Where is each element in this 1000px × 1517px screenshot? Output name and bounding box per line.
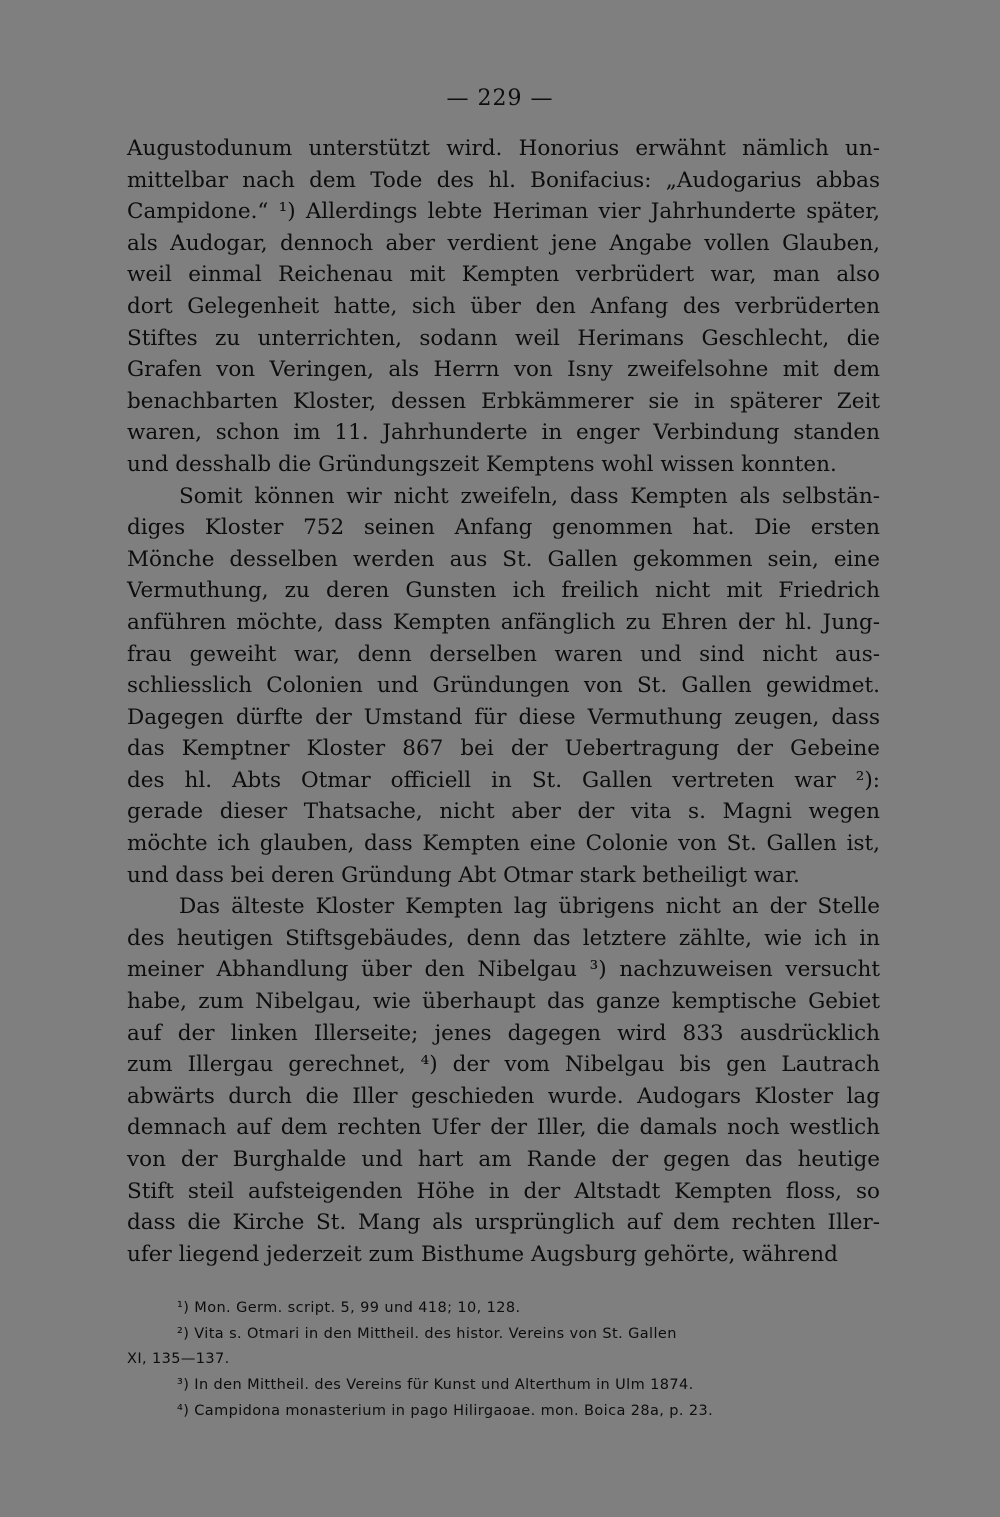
text-line: ufer liegend jederzeit zum Bisthume Augsburg gehörte, während <box>127 1241 838 1267</box>
text-line: Stift steil aufsteigenden Höhe in der Altstadt Kempten floss, so <box>127 1178 880 1204</box>
footnote <box>127 1373 880 1399</box>
text-line: Vermuthung, zu deren Gunsten ich freilich nicht mit Friedrich <box>127 578 880 604</box>
text-line: Augustodunum unterstützt wird. Honorius erwähnt nämlich un- <box>127 136 880 161</box>
text-line: des heutigen Stiftsgebäudes, denn das letztere zählte, wie ich in <box>127 925 880 951</box>
footnote <box>127 1399 880 1425</box>
text-line: Mönche desselben werden aus St. Gallen gekommen sein, eine <box>127 546 880 572</box>
text-line: Dagegen dürfte der Umstand für diese Vermuthung zeugen, dass <box>127 704 880 730</box>
text-line: zum Illergau gerechnet, ⁴) der vom Nibelgau bis gen Lautrach <box>127 1052 880 1078</box>
text-line: gerade dieser Thatsache, nicht aber der vita s. Magni wegen <box>127 799 880 825</box>
text-line: schliesslich Colonien und Gründungen von St. Gallen gewidmet. <box>127 673 880 699</box>
paragraph <box>127 481 880 892</box>
text-line: Campidone.“ ¹) Allerdings lebte Heriman vier Jahrhunderte später, <box>127 199 880 225</box>
text-line: waren, schon im 11. Jahrhunderte in enger Verbindung standen <box>127 420 880 446</box>
body-text <box>127 133 880 1270</box>
text-line: und dass bei deren Gründung Abt Otmar stark betheiligt war. <box>127 862 800 888</box>
text-line: frau geweiht war, denn derselben waren und sind nicht aus- <box>127 641 880 667</box>
text-line: dass die Kirche St. Mang als ursprünglich auf dem rechten Iller- <box>127 1210 880 1236</box>
text-line: von der Burghalde und hart am Rande der gegen das heutige <box>127 1147 880 1172</box>
text-line: Grafen von Veringen, als Herrn von Isny zweifelsohne mit dem <box>127 357 880 383</box>
text-line: demnach auf dem rechten Ufer der Iller, die damals noch westlich <box>127 1115 880 1141</box>
footnote <box>127 1322 880 1373</box>
text-line: mittelbar nach dem Tode des hl. Bonifacius: „Audogarius abbas <box>127 167 880 193</box>
footnotes <box>127 1296 880 1424</box>
footnote-line: XI, 135—137. <box>127 1351 230 1368</box>
footnote-line: ³) In den Mittheil. des Vereins für Kunst und Alterthum in Ulm 1874. <box>177 1377 694 1394</box>
text-line: des hl. Abts Otmar officiell in St. Gallen vertreten war ²): <box>127 767 880 793</box>
text-line: als Audogar, dennoch aber verdient jene Angabe vollen Glauben, <box>127 230 880 256</box>
text-line: dort Gelegenheit hatte, sich über den Anfang des verbrüderten <box>127 293 880 319</box>
paragraph <box>127 133 880 481</box>
paragraph <box>127 891 880 1270</box>
text-line: anführen möchte, dass Kempten anfänglich zu Ehren der hl. Jung- <box>127 609 880 635</box>
text-line: Das älteste Kloster Kempten lag übrigens nicht an der Stelle <box>179 894 880 920</box>
text-line: Somit können wir nicht zweifeln, dass Kempten als selbstän- <box>179 483 880 509</box>
text-line: möchte ich glauben, dass Kempten eine Colonie von St. Gallen ist, <box>127 831 880 857</box>
text-line: auf der linken Illerseite; jenes dagegen wird 833 ausdrücklich <box>127 1020 880 1046</box>
text-line: weil einmal Reichenau mit Kempten verbrüdert war, man also <box>127 262 880 288</box>
text-line: benachbarten Kloster, dessen Erbkämmerer sie in späterer Zeit <box>127 388 880 414</box>
text-line: abwärts durch die Iller geschieden wurde. Audogars Kloster lag <box>127 1083 880 1109</box>
page-number: — 229 — <box>446 86 554 111</box>
footnote-line: ⁴) Campidona monasterium in pago Hilirgaoae. mon. Boica 28a, p. 23. <box>177 1402 714 1419</box>
text-line: habe, zum Nibelgau, wie überhaupt das ganze kemptische Gebiet <box>127 989 880 1015</box>
text-line: das Kemptner Kloster 867 bei der Uebertragung der Gebeine <box>127 736 880 762</box>
text-line: meiner Abhandlung über den Nibelgau ³) nachzuweisen versucht <box>127 957 880 983</box>
footnote <box>127 1296 880 1322</box>
text-line: Stiftes zu unterrichten, sodann weil Herimans Geschlecht, die <box>127 325 880 351</box>
footnote-line: ²) Vita s. Otmari in den Mittheil. des histor. Vereins von St. Gallen <box>177 1325 677 1342</box>
text-line: und desshalb die Gründungszeit Kemptens wohl wissen konnten. <box>127 451 837 477</box>
text-line: diges Kloster 752 seinen Anfang genommen hat. Die ersten <box>127 515 880 541</box>
footnote-line: ¹) Mon. Germ. script. 5, 99 und 418; 10, 128. <box>177 1300 521 1316</box>
